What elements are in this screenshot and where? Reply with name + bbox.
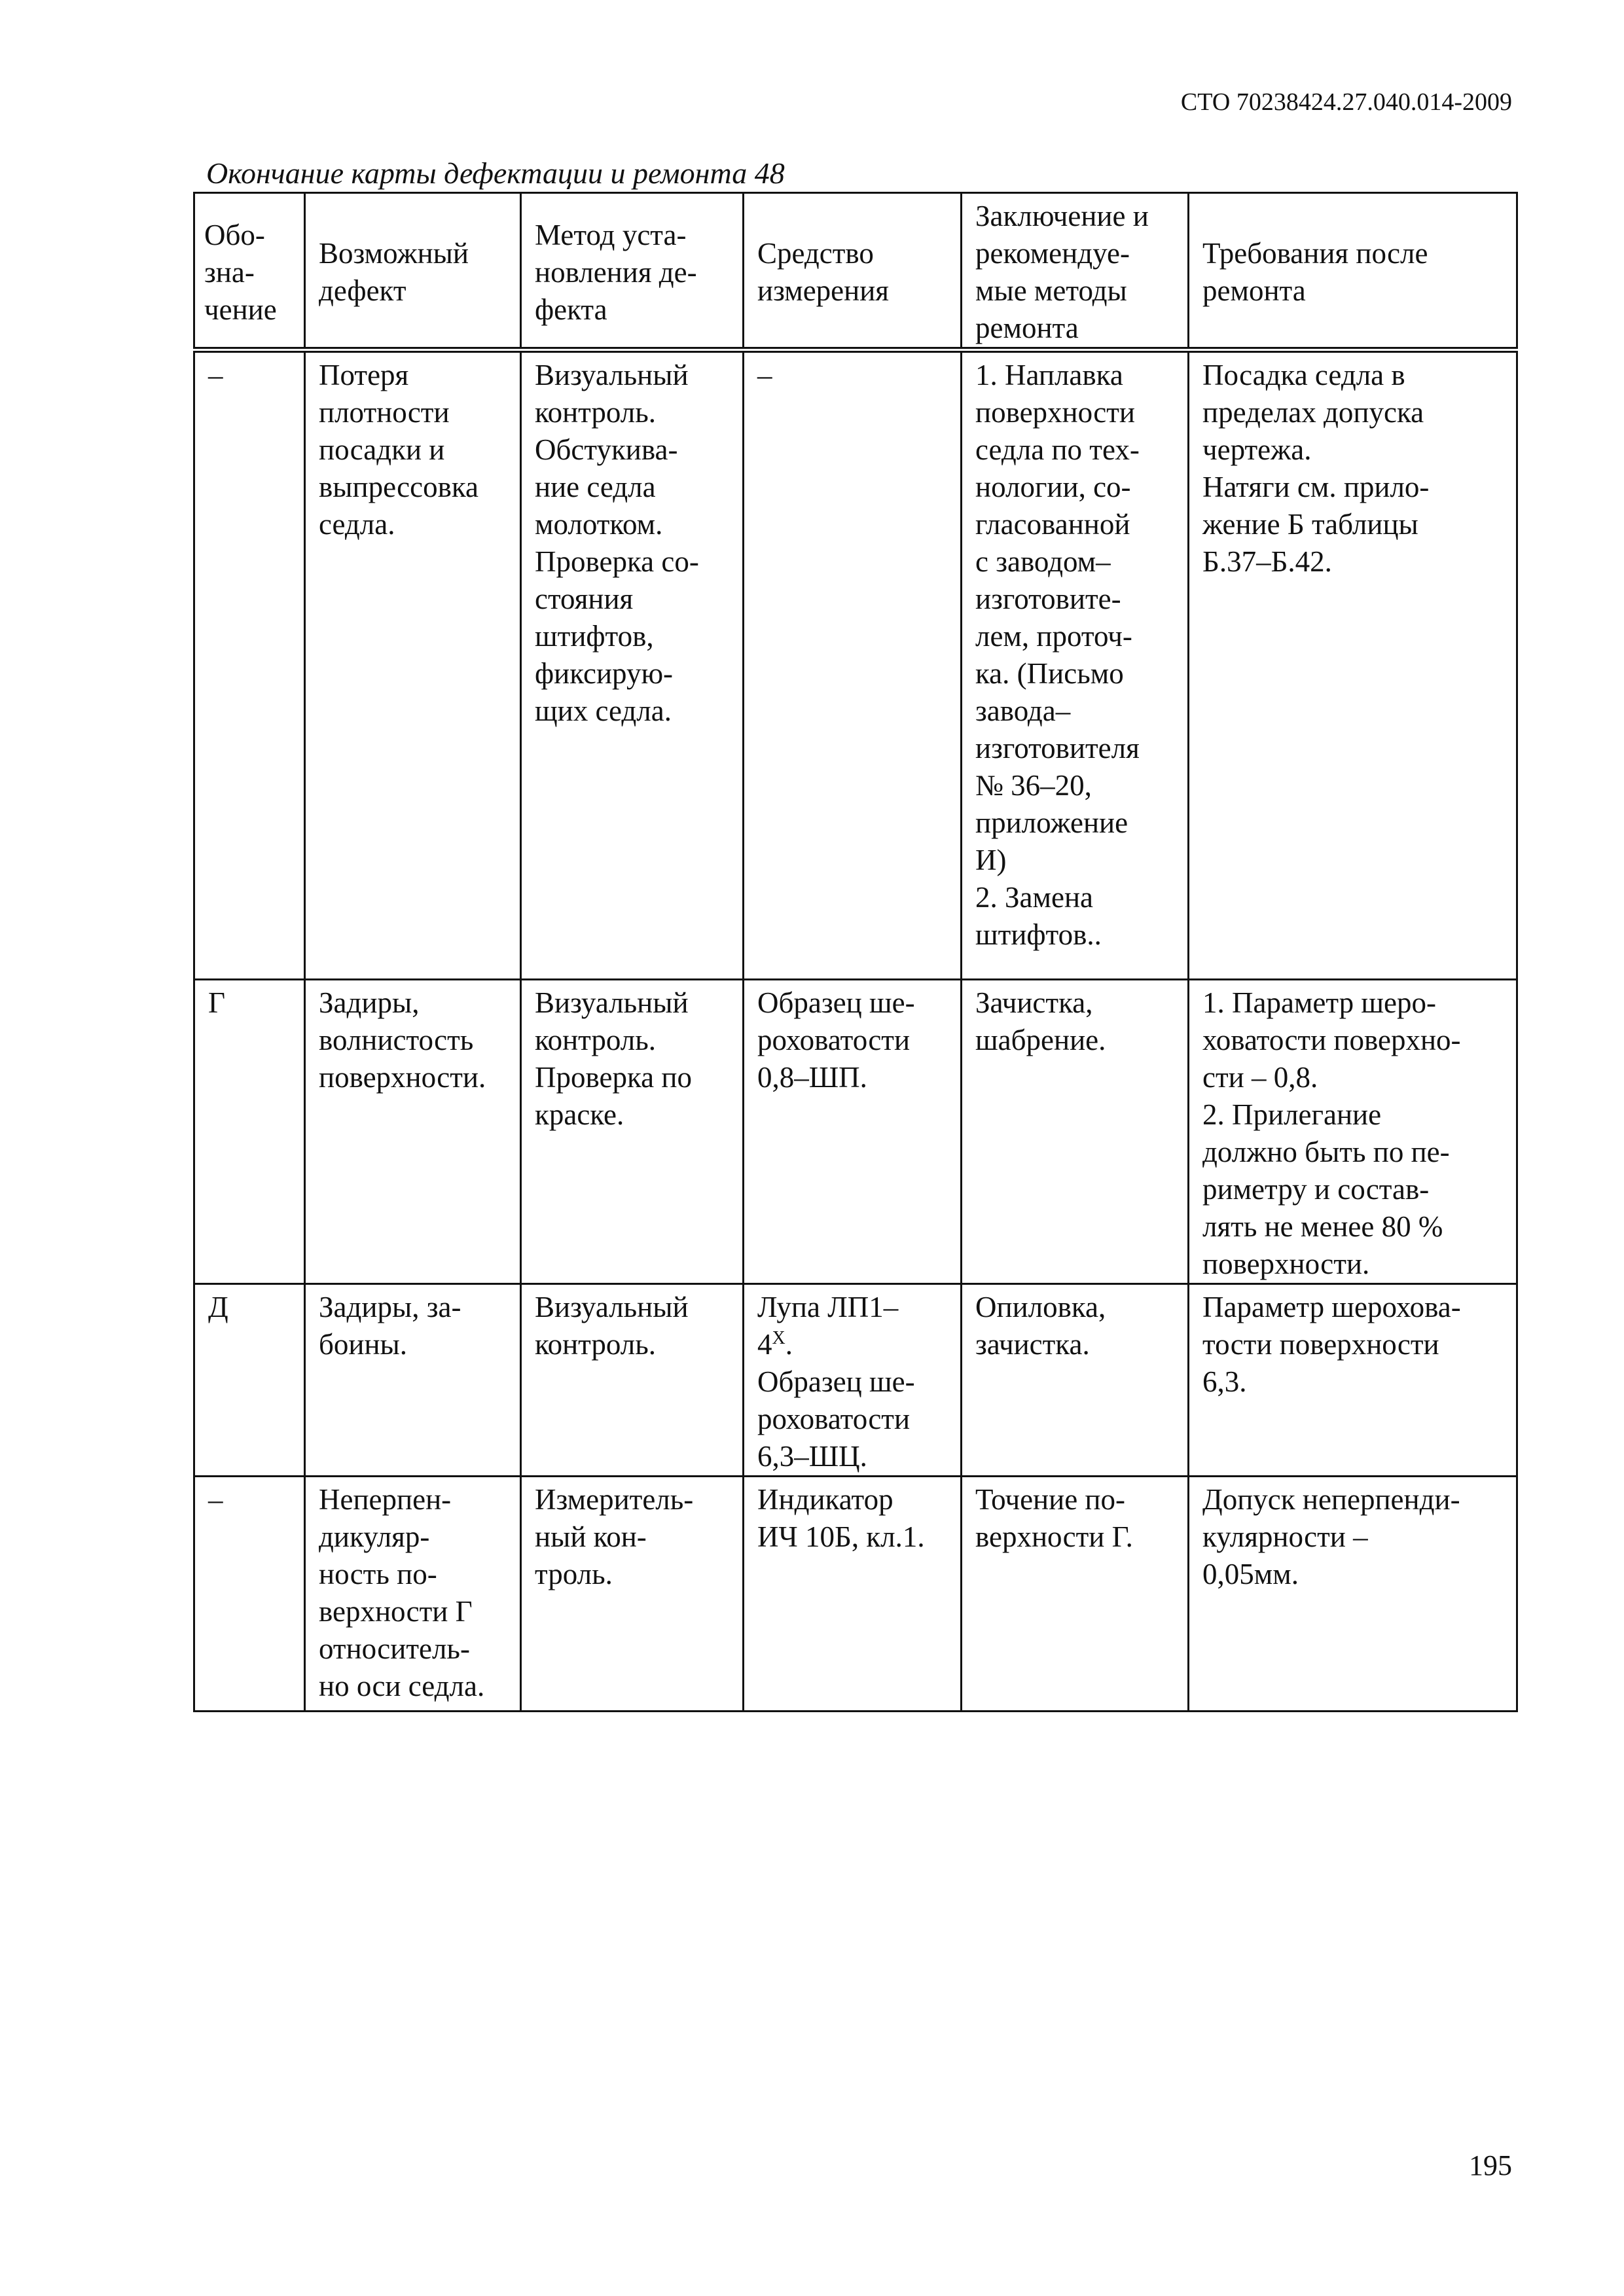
cell-method: Визуальный контроль. <box>521 1284 744 1477</box>
cell-repair: Зачистка, шабрение. <box>962 980 1189 1284</box>
defect-repair-table <box>193 192 1518 1712</box>
table-row <box>194 1477 1517 1712</box>
cell-method: Измеритель- ный кон- троль. <box>521 1477 744 1712</box>
table-row <box>194 980 1517 1284</box>
table-header-row <box>194 193 1517 350</box>
cell-defect: Потеря плотности посадки и выпрессовка седла. <box>305 350 521 980</box>
cell-method: Визуальный контроль. Обстукива- ние седла молотком. Проверка со- стояния штифтов, фиксирую- щих седла. <box>521 350 744 980</box>
instrument-roughness-sample: Образец ше- роховатости 6,3–ШЦ. <box>757 1365 915 1473</box>
table-row <box>194 350 1517 980</box>
cell-repair: Точение по- верхности Г. <box>962 1477 1189 1712</box>
instrument-magnification-superscript: Х <box>772 1328 785 1348</box>
column-header-instrument: Средство измерения <box>744 193 962 350</box>
cell-designation: Г <box>194 980 305 1284</box>
cell-instrument <box>744 1284 962 1477</box>
cell-requirements: 1. Параметр шеро- ховатости поверхно- сти – 0,8. 2. Прилегание должно быть по пе- риметру и состав- лять не менее 80 % поверхности. <box>1189 980 1517 1284</box>
cell-requirements: Посадка седла в пределах допуска чертежа. Натяги см. прило- жение Б таблицы Б.37–Б.42. <box>1189 350 1517 980</box>
column-header-requirements: Требования после ремонта <box>1189 193 1517 350</box>
cell-defect: Задиры, волнистость поверхности. <box>305 980 521 1284</box>
table-row <box>194 1284 1517 1477</box>
cell-repair: 1. Наплавка поверхности седла по тех- нологии, со- гласованной с заводом– изготовите- лем, проточ- ка. (Письмо завода– изготовителя № 36–20, приложение И) 2. Замена штифтов.. <box>962 350 1189 980</box>
instrument-magnifier-name: Лупа ЛП1– <box>757 1291 899 1323</box>
cell-requirements: Параметр шерохова- тости поверхности 6,3. <box>1189 1284 1517 1477</box>
cell-requirements: Допуск неперпенди- кулярности – 0,05мм. <box>1189 1477 1517 1712</box>
cell-instrument: Образец ше- роховатости 0,8–ШП. <box>744 980 962 1284</box>
column-header-designation: Обо- зна- чение <box>194 193 305 350</box>
instrument-period: . <box>785 1328 793 1361</box>
column-header-defect: Возможный дефект <box>305 193 521 350</box>
cell-designation: – <box>194 1477 305 1712</box>
column-header-method: Метод уста- новления де- фекта <box>521 193 744 350</box>
cell-repair: Опиловка, зачистка. <box>962 1284 1189 1477</box>
cell-defect: Задиры, за- боины. <box>305 1284 521 1477</box>
cell-instrument: Индикатор ИЧ 10Б, кл.1. <box>744 1477 962 1712</box>
page-number: 195 <box>1469 2149 1512 2181</box>
document-code: СТО 70238424.27.040.014-2009 <box>1180 88 1512 116</box>
cell-designation: – <box>194 350 305 980</box>
cell-defect: Неперпен- дикуляр- ность по- верхности Г относитель- но оси седла. <box>305 1477 521 1712</box>
cell-designation: Д <box>194 1284 305 1477</box>
cell-instrument: – <box>744 350 962 980</box>
column-header-repair: Заключение и рекомендуе- мые методы ремонта <box>962 193 1189 350</box>
instrument-magnification: 4 <box>757 1328 772 1361</box>
table-caption: Окончание карты дефектации и ремонта 48 <box>206 156 785 190</box>
cell-method: Визуальный контроль. Проверка по краске. <box>521 980 744 1284</box>
